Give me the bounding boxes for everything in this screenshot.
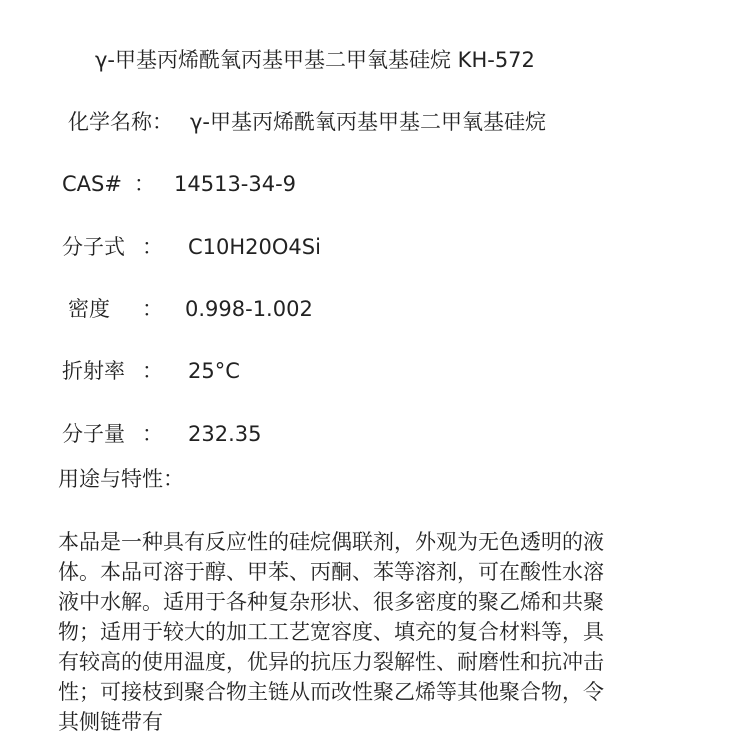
usage-line: 液中水解。适用于各种复杂形状、很多密度的聚乙烯和共聚	[58, 590, 604, 614]
property-value: 0.998-1.002	[185, 297, 313, 321]
property-separator: ：	[142, 359, 163, 383]
usage-line: 本品是一种具有反应性的硅烷偶联剂，外观为无色透明的液	[58, 530, 604, 554]
property-label: 分子式	[62, 235, 125, 259]
property-value: C10H20O4Si	[188, 235, 321, 259]
usage-line: 有较高的使用温度，优异的抗压力裂解性、耐磨性和抗冲击	[58, 650, 604, 674]
property-value: γ-甲基丙烯酰氧丙基甲基二甲氧基硅烷	[190, 110, 547, 134]
usage-description	[58, 527, 678, 737]
property-label: 密度	[68, 297, 110, 321]
property-label: CAS#	[62, 172, 122, 196]
property-label: 折射率	[62, 359, 125, 383]
property-value: 232.35	[188, 422, 262, 446]
property-separator: ：	[142, 235, 163, 259]
property-label: 化学名称：	[68, 110, 173, 134]
usage-heading: 用途与特性：	[58, 467, 184, 491]
property-separator: ：	[134, 172, 155, 196]
usage-line: 其侧链带有	[58, 710, 163, 734]
property-label: 分子量	[62, 422, 125, 446]
property-value: 25°C	[188, 359, 240, 383]
property-value: 14513-34-9	[174, 172, 297, 196]
usage-line: 体。本品可溶于醇、甲苯、丙酮、苯等溶剂，可在酸性水溶	[58, 560, 604, 584]
usage-line: 性；可接枝到聚合物主链从而改性聚乙烯等其他聚合物，令	[58, 680, 604, 704]
document-title: γ-甲基丙烯酰氧丙基甲基二甲氧基硅烷 KH-572	[95, 48, 535, 72]
usage-line: 物；适用于较大的加工工艺宽容度、填充的复合材料等，具	[58, 620, 604, 644]
property-separator: ：	[142, 422, 163, 446]
property-separator: ：	[142, 297, 163, 321]
